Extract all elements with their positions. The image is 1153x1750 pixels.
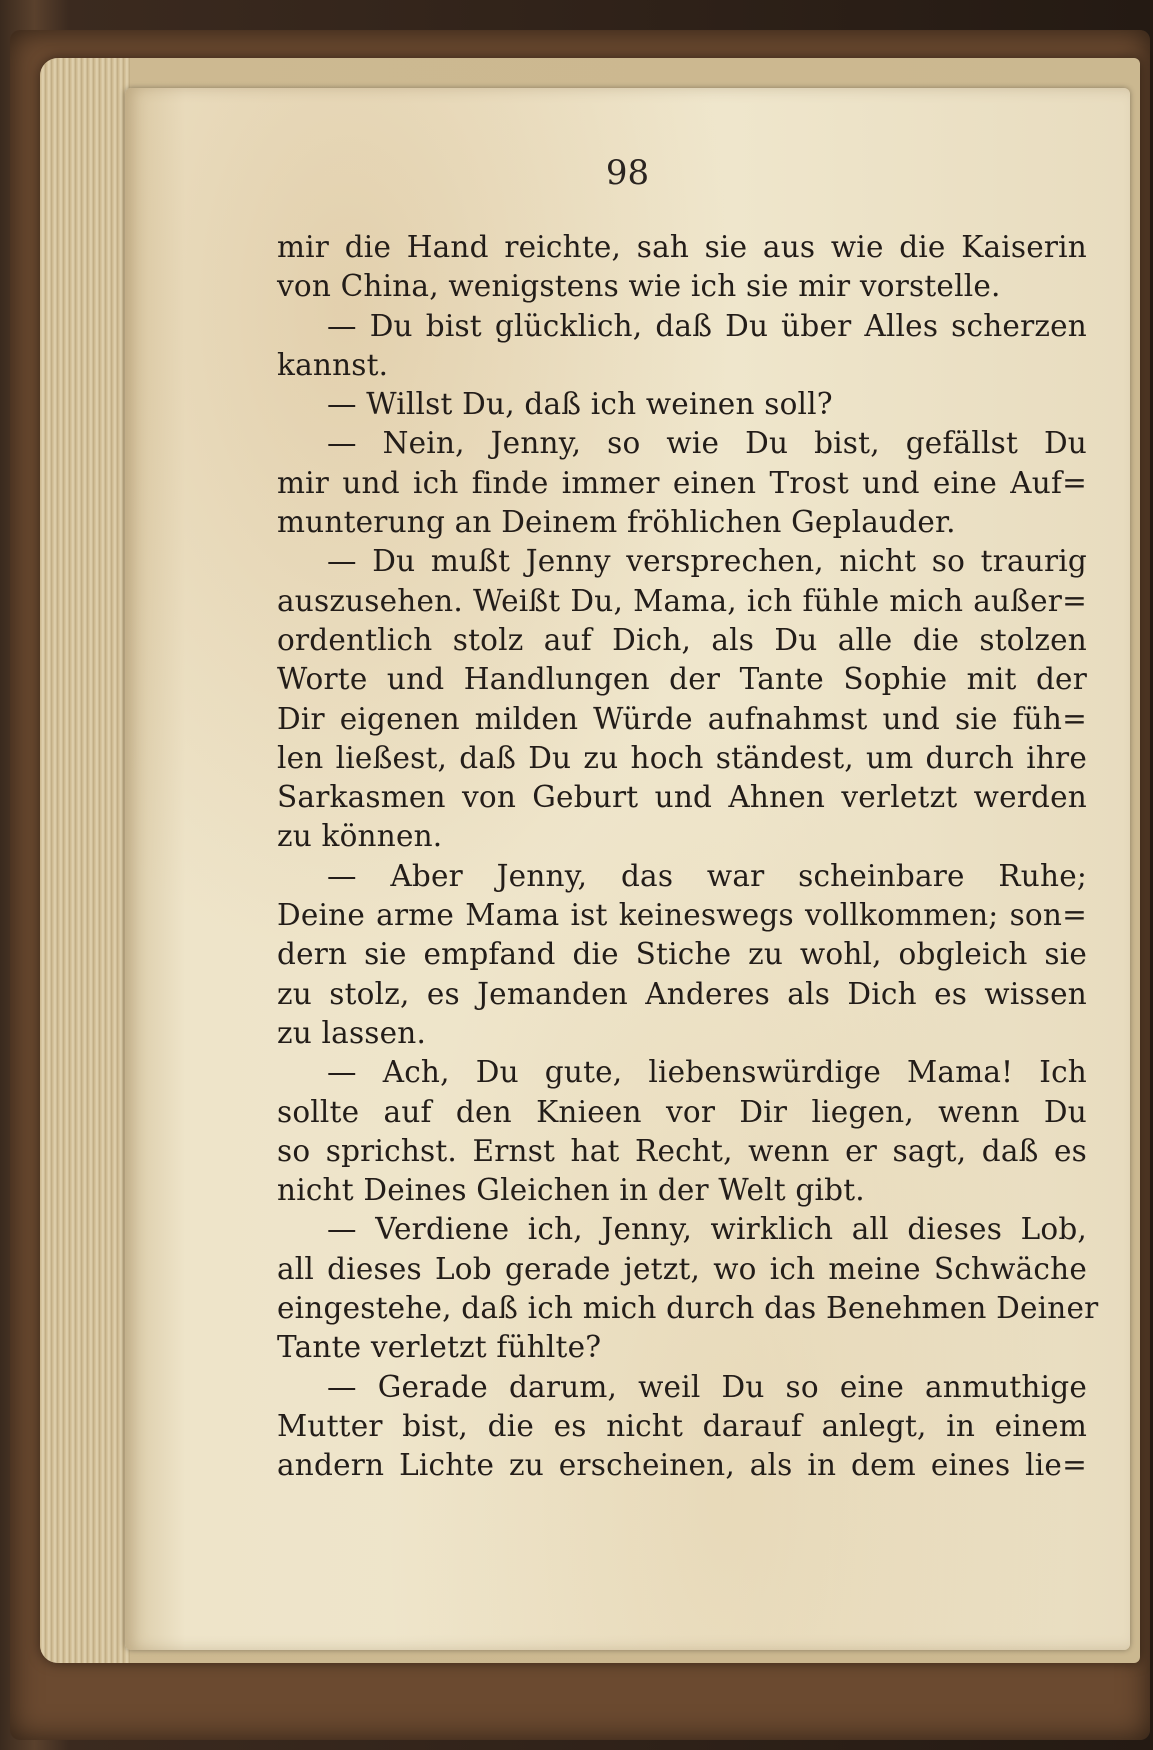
text-line: sollte auf den Knieen vor Dir liegen, wenn Du <box>277 1094 1087 1129</box>
text-line: — Willst Du, daß ich weinen soll? <box>327 387 833 422</box>
text-line: all dieses Lob gerade jetzt, wo ich meine Schwäche <box>277 1251 1087 1286</box>
text-line: — Aber Jenny, das war scheinbare Ruhe; <box>327 858 1087 893</box>
text-line: ordentlich stolz auf Dich, als Du alle die stolzen <box>277 622 1087 657</box>
text-line: Deine arme Mama ist keineswegs vollkommen; son= <box>277 898 1087 933</box>
text-line: andern Lichte zu erscheinen, als in dem eines lie= <box>277 1448 1087 1483</box>
text-line: — Nein, Jenny, so wie Du bist, gefällst Du <box>327 426 1087 461</box>
text-line: — Ach, Du gute, liebenswürdige Mama! Ich <box>327 1055 1087 1090</box>
text-line: von China, wenigstens wie ich sie mir vorstelle. <box>277 269 1001 304</box>
page-number: 98 <box>605 153 650 193</box>
text-line: — Gerade darum, weil Du so eine anmuthige <box>327 1369 1087 1404</box>
text-line: Sarkasmen von Geburt und Ahnen verletzt werden <box>277 780 1087 815</box>
text-line: eingestehe, daß ich mich durch das Benehmen Deiner <box>277 1291 1099 1326</box>
text-line: mir und ich finde immer einen Trost und eine Auf= <box>277 465 1087 500</box>
text-line: — Du mußt Jenny versprechen, nicht so traurig <box>327 544 1087 579</box>
book-page <box>125 88 1130 1650</box>
text-line: munterung an Deinem fröhlichen Geplauder. <box>277 505 956 540</box>
text-line: auszusehen. Weißt Du, Mama, ich fühle mich außer= <box>277 583 1087 618</box>
text-line: so sprichst. Ernst hat Recht, wenn er sagt, daß es <box>277 1133 1087 1168</box>
text-line: — Verdiene ich, Jenny, wirklich all dieses Lob, <box>327 1212 1087 1247</box>
text-line: dern sie empfand die Stiche zu wohl, obgleich sie <box>277 937 1087 972</box>
text-line: zu lassen. <box>277 1015 427 1050</box>
text-line: Tante verletzt fühlte? <box>277 1330 602 1365</box>
text-line: Worte und Handlungen der Tante Sophie mit der <box>277 662 1087 697</box>
text-line: Mutter bist, die es nicht darauf anlegt, in einem <box>277 1408 1087 1443</box>
text-line: nicht Deines Gleichen in der Welt gibt. <box>277 1173 865 1208</box>
text-line: kannst. <box>277 347 389 382</box>
page-text <box>277 228 1099 1486</box>
text-line: Dir eigenen milden Würde aufnahmst und sie füh= <box>277 701 1087 736</box>
text-line: — Du bist glücklich, daß Du über Alles scherzen <box>327 308 1087 343</box>
text-line: mir die Hand reichte, sah sie aus wie die Kaiserin <box>277 230 1087 264</box>
text-line: zu stolz, es Jemanden Anderes als Dich es wissen <box>277 976 1087 1011</box>
text-line: zu können. <box>277 819 443 854</box>
text-line: len ließest, daß Du zu hoch ständest, um durch ihre <box>277 740 1087 775</box>
